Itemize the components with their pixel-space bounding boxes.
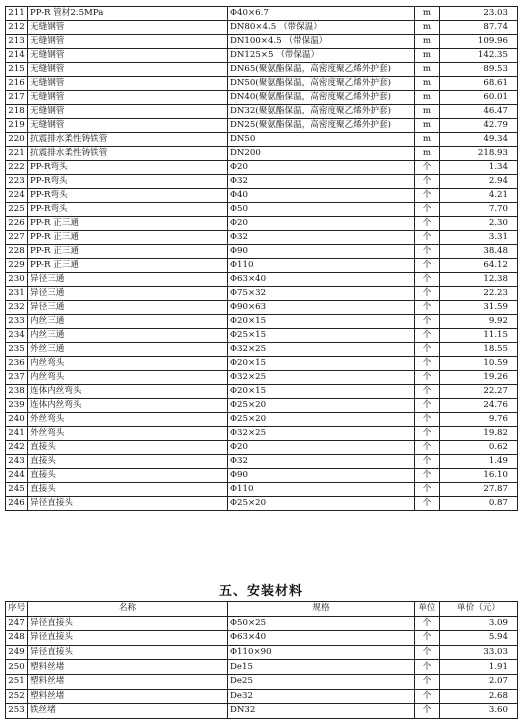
item-spec: DN200 xyxy=(228,147,415,161)
item-unit: 个 xyxy=(415,660,440,675)
row-number: 249 xyxy=(6,645,28,660)
item-unit: 个 xyxy=(415,259,440,273)
item-spec: Φ25×20 xyxy=(228,497,415,511)
installation-materials-body xyxy=(6,616,518,718)
unit-price: 2.30 xyxy=(440,217,518,231)
table-row xyxy=(6,616,518,631)
item-name: 无缝钢管 xyxy=(28,21,228,35)
row-number: 212 xyxy=(6,21,28,35)
item-name: 内丝三通 xyxy=(28,329,228,343)
table-row xyxy=(6,413,518,427)
item-unit: 个 xyxy=(415,616,440,631)
row-number: 235 xyxy=(6,343,28,357)
item-spec: DN40(聚氨酯保温，高密度聚乙烯外护套) xyxy=(228,91,415,105)
item-name: 异径直接头 xyxy=(28,645,228,660)
table-row xyxy=(6,7,518,21)
item-unit: m xyxy=(415,91,440,105)
table-row xyxy=(6,133,518,147)
table-row xyxy=(6,63,518,77)
unit-price: 16.10 xyxy=(440,469,518,483)
item-name: 无缝钢管 xyxy=(28,35,228,49)
item-unit: 个 xyxy=(415,343,440,357)
item-unit: 个 xyxy=(415,385,440,399)
item-name: 异径直接头 xyxy=(28,616,228,631)
item-spec: DN50 xyxy=(228,133,415,147)
item-unit: 个 xyxy=(415,631,440,646)
table-row xyxy=(6,231,518,245)
item-name: 无缝钢管 xyxy=(28,49,228,63)
table-row xyxy=(6,645,518,660)
item-unit: 个 xyxy=(415,217,440,231)
row-number: 241 xyxy=(6,427,28,441)
item-spec: Φ32 xyxy=(228,455,415,469)
item-name: 外丝三通 xyxy=(28,343,228,357)
item-name: PP-R弯头 xyxy=(28,189,228,203)
item-unit: 个 xyxy=(415,315,440,329)
item-name: 直接头 xyxy=(28,469,228,483)
table-row xyxy=(6,105,518,119)
item-unit: 个 xyxy=(415,189,440,203)
table-row xyxy=(6,704,518,719)
table-row xyxy=(6,343,518,357)
unit-price: 10.59 xyxy=(440,357,518,371)
table-row xyxy=(6,427,518,441)
item-spec: Φ40 xyxy=(228,189,415,203)
item-spec: Φ32×25 xyxy=(228,371,415,385)
item-spec: De25 xyxy=(228,674,415,689)
row-number: 217 xyxy=(6,91,28,105)
item-unit: 个 xyxy=(415,357,440,371)
row-number: 228 xyxy=(6,245,28,259)
row-number: 233 xyxy=(6,315,28,329)
header-name: 名称 xyxy=(28,602,228,617)
item-name: 无缝钢管 xyxy=(28,91,228,105)
table-header-row xyxy=(6,602,518,617)
item-name: 内丝弯头 xyxy=(28,357,228,371)
row-number: 242 xyxy=(6,441,28,455)
unit-price: 12.38 xyxy=(440,273,518,287)
item-spec: DN65(聚氨酯保温，高密度聚乙烯外护套) xyxy=(228,63,415,77)
item-name: 直接头 xyxy=(28,455,228,469)
item-spec: Φ63×40 xyxy=(228,273,415,287)
header-spec: 规格 xyxy=(228,602,415,617)
item-spec: Φ32×25 xyxy=(228,343,415,357)
item-spec: DN32(聚氨酯保温，高密度聚乙烯外护套) xyxy=(228,105,415,119)
row-number: 215 xyxy=(6,63,28,77)
row-number: 221 xyxy=(6,147,28,161)
table-row xyxy=(6,329,518,343)
item-spec: Φ32 xyxy=(228,231,415,245)
table-row xyxy=(6,259,518,273)
item-name: 连体内丝弯头 xyxy=(28,385,228,399)
item-spec: Φ90 xyxy=(228,469,415,483)
unit-price: 2.94 xyxy=(440,175,518,189)
unit-price: 22.23 xyxy=(440,287,518,301)
table-row xyxy=(6,660,518,675)
item-spec: Φ20 xyxy=(228,441,415,455)
unit-price: 11.15 xyxy=(440,329,518,343)
table-row xyxy=(6,217,518,231)
item-unit: 个 xyxy=(415,301,440,315)
item-name: 异径直接头 xyxy=(28,631,228,646)
item-unit: m xyxy=(415,35,440,49)
item-name: 异径三通 xyxy=(28,301,228,315)
item-spec: Φ20 xyxy=(228,161,415,175)
unit-price: 23.03 xyxy=(440,7,518,21)
item-unit: 个 xyxy=(415,231,440,245)
item-unit: m xyxy=(415,105,440,119)
row-number: 236 xyxy=(6,357,28,371)
table-row xyxy=(6,273,518,287)
item-unit: 个 xyxy=(415,689,440,704)
table-row xyxy=(6,631,518,646)
item-spec: Φ20 xyxy=(228,217,415,231)
item-spec: DN100×4.5 （带保温） xyxy=(228,35,415,49)
item-spec: De32 xyxy=(228,689,415,704)
unit-price: 2.07 xyxy=(440,674,518,689)
item-spec: DN80×4.5 （带保温） xyxy=(228,21,415,35)
item-spec: Φ90×63 xyxy=(228,301,415,315)
item-spec: Φ63×40 xyxy=(228,631,415,646)
table-row xyxy=(6,301,518,315)
unit-price: 0.87 xyxy=(440,497,518,511)
item-name: PP-R 正三通 xyxy=(28,231,228,245)
row-number: 245 xyxy=(6,483,28,497)
item-name: 外丝弯头 xyxy=(28,427,228,441)
table-row xyxy=(6,399,518,413)
table-row xyxy=(6,371,518,385)
table-row xyxy=(6,161,518,175)
row-number: 251 xyxy=(6,674,28,689)
item-unit: 个 xyxy=(415,455,440,469)
unit-price: 9.76 xyxy=(440,413,518,427)
item-unit: 个 xyxy=(415,399,440,413)
row-number: 244 xyxy=(6,469,28,483)
unit-price: 60.01 xyxy=(440,91,518,105)
table-row xyxy=(6,315,518,329)
row-number: 248 xyxy=(6,631,28,646)
item-unit: 个 xyxy=(415,483,440,497)
row-number: 214 xyxy=(6,49,28,63)
item-unit: 个 xyxy=(415,161,440,175)
row-number: 232 xyxy=(6,301,28,315)
table-row xyxy=(6,175,518,189)
unit-price: 142.35 xyxy=(440,49,518,63)
item-spec: DN50(聚氨酯保温，高密度聚乙烯外护套) xyxy=(228,77,415,91)
row-number: 253 xyxy=(6,704,28,719)
table-row xyxy=(6,35,518,49)
unit-price: 7.70 xyxy=(440,203,518,217)
item-unit: 个 xyxy=(415,441,440,455)
item-spec: Φ20×15 xyxy=(228,385,415,399)
row-number: 230 xyxy=(6,273,28,287)
unit-price: 89.53 xyxy=(440,63,518,77)
unit-price: 1.49 xyxy=(440,455,518,469)
item-spec: Φ50 xyxy=(228,203,415,217)
row-number: 247 xyxy=(6,616,28,631)
row-number: 218 xyxy=(6,105,28,119)
item-name: 无缝钢管 xyxy=(28,105,228,119)
table-row xyxy=(6,385,518,399)
unit-price: 33.03 xyxy=(440,645,518,660)
unit-price: 1.91 xyxy=(440,660,518,675)
item-name: 无缝钢管 xyxy=(28,77,228,91)
item-unit: 个 xyxy=(415,674,440,689)
item-name: 连体内丝弯头 xyxy=(28,399,228,413)
row-number: 220 xyxy=(6,133,28,147)
item-name: 外丝弯头 xyxy=(28,413,228,427)
item-spec: DN25(聚氨酯保温，高密度聚乙烯外护套) xyxy=(228,119,415,133)
row-number: 219 xyxy=(6,119,28,133)
header-no: 序号 xyxy=(6,602,28,617)
installation-materials-table xyxy=(5,601,518,719)
unit-price: 87.74 xyxy=(440,21,518,35)
item-name: 抗震排水柔性铸铁管 xyxy=(28,133,228,147)
item-spec: DN32 xyxy=(228,704,415,719)
table-row xyxy=(6,357,518,371)
item-name: 塑料丝堵 xyxy=(28,660,228,675)
table-row xyxy=(6,455,518,469)
table-row xyxy=(6,497,518,511)
unit-price: 24.76 xyxy=(440,399,518,413)
table-row xyxy=(6,287,518,301)
row-number: 222 xyxy=(6,161,28,175)
item-spec: Φ40×6.7 xyxy=(228,7,415,21)
unit-price: 5.94 xyxy=(440,631,518,646)
table-row xyxy=(6,21,518,35)
item-unit: m xyxy=(415,63,440,77)
row-number: 252 xyxy=(6,689,28,704)
unit-price: 18.55 xyxy=(440,343,518,357)
item-unit: 个 xyxy=(415,371,440,385)
unit-price: 42.79 xyxy=(440,119,518,133)
table-row xyxy=(6,147,518,161)
item-name: 异径三通 xyxy=(28,273,228,287)
item-name: PP-R 正三通 xyxy=(28,217,228,231)
table-row xyxy=(6,469,518,483)
table-row xyxy=(6,49,518,63)
table-row xyxy=(6,689,518,704)
item-spec: Φ25×20 xyxy=(228,399,415,413)
row-number: 223 xyxy=(6,175,28,189)
item-spec: Φ110×90 xyxy=(228,645,415,660)
item-name: PP-R 正三通 xyxy=(28,245,228,259)
unit-price: 19.82 xyxy=(440,427,518,441)
item-unit: 个 xyxy=(415,497,440,511)
row-number: 240 xyxy=(6,413,28,427)
item-unit: 个 xyxy=(415,413,440,427)
item-name: PP-R弯头 xyxy=(28,161,228,175)
item-spec: Φ110 xyxy=(228,483,415,497)
row-number: 243 xyxy=(6,455,28,469)
unit-price: 49.34 xyxy=(440,133,518,147)
table-row xyxy=(6,189,518,203)
item-unit: m xyxy=(415,77,440,91)
row-number: 229 xyxy=(6,259,28,273)
item-unit: 个 xyxy=(415,175,440,189)
item-name: 铁丝堵 xyxy=(28,704,228,719)
table-row xyxy=(6,77,518,91)
price-table-continued xyxy=(5,6,518,511)
item-name: 异径三通 xyxy=(28,287,228,301)
unit-price: 27.87 xyxy=(440,483,518,497)
row-number: 237 xyxy=(6,371,28,385)
item-name: PP-R 正三通 xyxy=(28,259,228,273)
row-number: 211 xyxy=(6,7,28,21)
item-unit: 个 xyxy=(415,245,440,259)
item-unit: 个 xyxy=(415,469,440,483)
item-unit: 个 xyxy=(415,287,440,301)
row-number: 250 xyxy=(6,660,28,675)
unit-price: 19.26 xyxy=(440,371,518,385)
row-number: 225 xyxy=(6,203,28,217)
unit-price: 9.92 xyxy=(440,315,518,329)
item-spec: Φ75×32 xyxy=(228,287,415,301)
row-number: 234 xyxy=(6,329,28,343)
header-unit: 单位 xyxy=(415,602,440,617)
item-unit: m xyxy=(415,7,440,21)
item-spec: De15 xyxy=(228,660,415,675)
unit-price: 31.59 xyxy=(440,301,518,315)
item-spec: Φ20×15 xyxy=(228,357,415,371)
unit-price: 2.68 xyxy=(440,689,518,704)
row-number: 231 xyxy=(6,287,28,301)
item-name: PP-R 管材2.5MPa xyxy=(28,7,228,21)
item-name: 无缝钢管 xyxy=(28,119,228,133)
row-number: 226 xyxy=(6,217,28,231)
item-spec: Φ50×25 xyxy=(228,616,415,631)
unit-price: 109.96 xyxy=(440,35,518,49)
unit-price: 68.61 xyxy=(440,77,518,91)
item-name: 抗震排水柔性铸铁管 xyxy=(28,147,228,161)
item-unit: 个 xyxy=(415,329,440,343)
section-title: 五、安装材料 xyxy=(218,584,303,599)
item-name: PP-R弯头 xyxy=(28,175,228,189)
unit-price: 38.48 xyxy=(440,245,518,259)
price-table-body xyxy=(6,7,518,511)
item-name: 塑料丝堵 xyxy=(28,674,228,689)
item-unit: 个 xyxy=(415,427,440,441)
item-unit: m xyxy=(415,21,440,35)
item-name: 直接头 xyxy=(28,441,228,455)
item-unit: m xyxy=(415,119,440,133)
row-number: 238 xyxy=(6,385,28,399)
item-name: 直接头 xyxy=(28,483,228,497)
row-number: 224 xyxy=(6,189,28,203)
row-number: 227 xyxy=(6,231,28,245)
item-spec: Φ90 xyxy=(228,245,415,259)
item-unit: 个 xyxy=(415,645,440,660)
unit-price: 3.09 xyxy=(440,616,518,631)
item-spec: Φ20×15 xyxy=(228,315,415,329)
item-unit: m xyxy=(415,133,440,147)
unit-price: 218.93 xyxy=(440,147,518,161)
row-number: 216 xyxy=(6,77,28,91)
unit-price: 46.47 xyxy=(440,105,518,119)
item-unit: m xyxy=(415,147,440,161)
item-spec: DN125×5 （带保温） xyxy=(228,49,415,63)
item-unit: 个 xyxy=(415,704,440,719)
unit-price: 3.31 xyxy=(440,231,518,245)
item-unit: m xyxy=(415,49,440,63)
row-number: 246 xyxy=(6,497,28,511)
table-row xyxy=(6,245,518,259)
item-name: 内丝弯头 xyxy=(28,371,228,385)
unit-price: 0.62 xyxy=(440,441,518,455)
unit-price: 22.27 xyxy=(440,385,518,399)
item-name: 内丝三通 xyxy=(28,315,228,329)
item-spec: Φ32×25 xyxy=(228,427,415,441)
row-number: 239 xyxy=(6,399,28,413)
unit-price: 64.12 xyxy=(440,259,518,273)
item-name: PP-R弯头 xyxy=(28,203,228,217)
item-name: 塑料丝堵 xyxy=(28,689,228,704)
unit-price: 1.34 xyxy=(440,161,518,175)
table-row xyxy=(6,203,518,217)
item-unit: 个 xyxy=(415,203,440,217)
item-spec: Φ32 xyxy=(228,175,415,189)
table-row xyxy=(6,674,518,689)
header-price: 单价（元） xyxy=(440,602,518,617)
unit-price: 3.60 xyxy=(440,704,518,719)
table-row xyxy=(6,441,518,455)
unit-price: 4.21 xyxy=(440,189,518,203)
item-name: 异径直接头 xyxy=(28,497,228,511)
table-row xyxy=(6,119,518,133)
item-spec: Φ25×20 xyxy=(228,413,415,427)
item-name: 无缝钢管 xyxy=(28,63,228,77)
row-number: 213 xyxy=(6,35,28,49)
item-spec: Φ110 xyxy=(228,259,415,273)
table-row xyxy=(6,91,518,105)
item-unit: 个 xyxy=(415,273,440,287)
table-row xyxy=(6,483,518,497)
item-spec: Φ25×15 xyxy=(228,329,415,343)
